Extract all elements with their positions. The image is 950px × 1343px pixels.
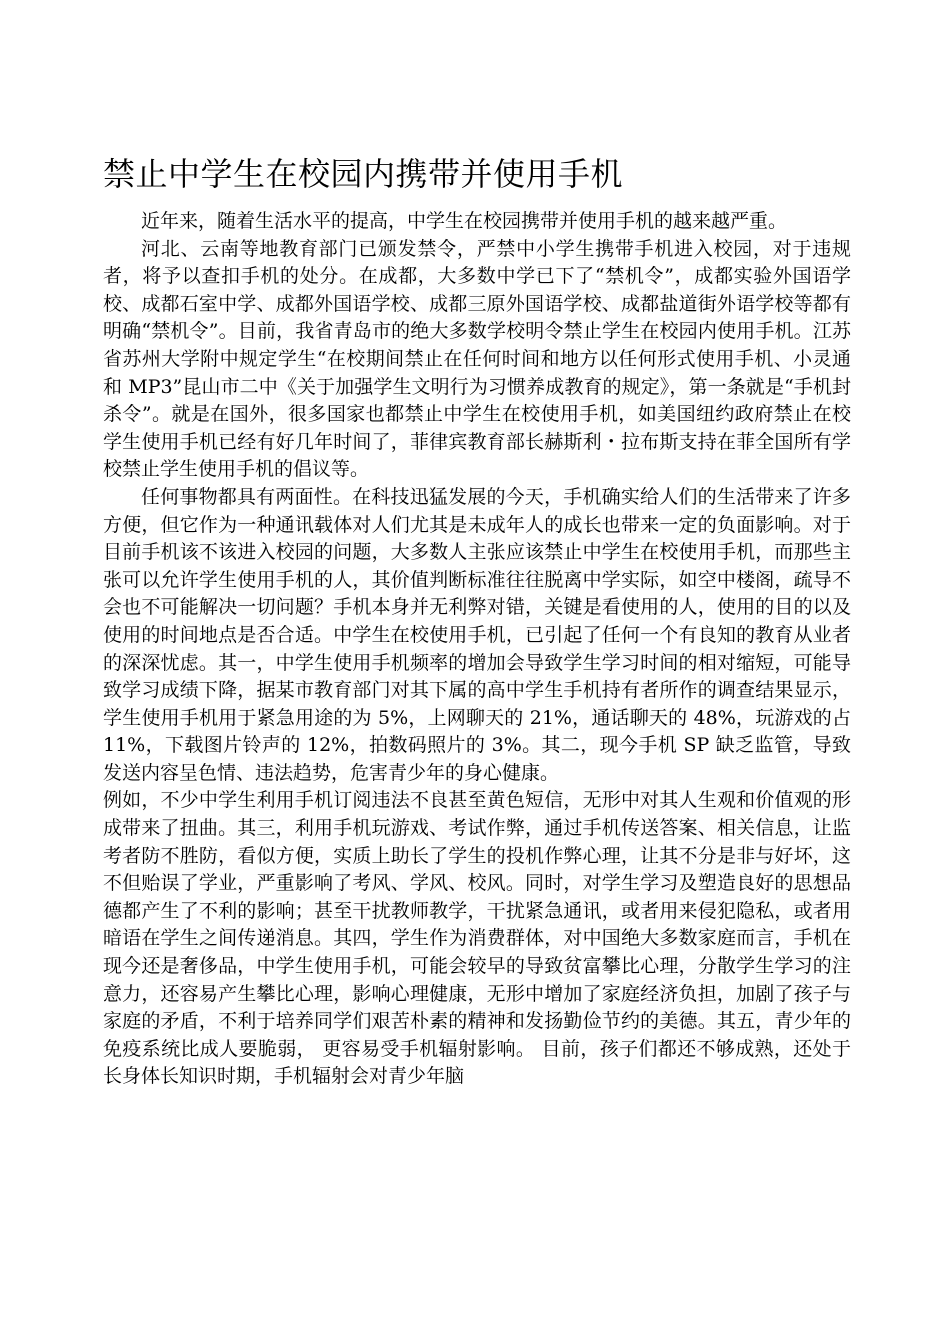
paragraph-intro: 近年来，随着生活水平的提高，中学生在校园携带并使用手机的越来越严重。 [141,210,788,232]
document-title: 禁止中学生在校园内携带并使用手机 [103,155,624,193]
document-body [103,208,851,1091]
paragraph-continued: 例如，不少中学生利用手机订阅违法不良甚至黄色短信，无形中对其人生观和价值观的形成带来了扭曲。其三，利用手机玩游戏、考试作弊，通过手机传送答案、相关信息，让监考者防不胜防，看似方便，实质上助长了学生的投机作弊心理，让其不分是非与好坏，这不但贻误了学业，严重影响了考风、学风、校风。同时，对学生学习及塑造良好的思想品德都产生了不利的影响；甚至干扰教师教学，干扰紧急通讯，或者用来侵犯隐私，或者用暗语在学生之间传递消息。其四，学生作为消费群体，对中国绝大多数家庭而言，手机在现今还是奢侈品，中学生使用手机，可能会较早的导致贫富攀比心理，分散学生学习的注意力，还容易产生攀比心理，影响心理健康，无形中增加了家庭经济负担，加剧了孩子与家庭的矛盾，不利于培养同学们艰苦朴素的精神和发扬勤俭节约的美德。其五，青少年的免疫系统比成人要脆弱， 更容易受手机辐射影响。 目前，孩子们都还不够成熟，还处于长身体长知识时期，手机辐射会对青少年脑 [103,789,851,1088]
paragraph-bans: 河北、云南等地教育部门已颁发禁令，严禁中小学生携带手机进入校园，对于违规者，将予以查扣手机的处分。在成都，大多数中学已下了“禁机令”，成都实验外国语学校、成都石室中学、成都外国语学校、成都三原外国语学校、成都盐道街外语学校等都有明确“禁机令”。目前，我省青岛市的绝大多数学校明令禁止学生在校园内使用手机。江苏省苏州大学附中规定学生“在校期间禁止在任何时间和地方以任何形式使用手机、小灵通和 MP3”昆山市二中《关于加强学生文明行为习惯养成教育的规定》，第一条就是“手机封杀令”。就是在国外，很多国家也都禁止中学生在校使用手机，如美国纽约政府禁止在校学生使用手机已经有好几年时间了，菲律宾教育部长赫斯利・拉布斯支持在菲全国所有学校禁止学生使用手机的倡议等。 [103,237,851,481]
paragraph-two-sides: 任何事物都具有两面性。在科技迅猛发展的今天，手机确实给人们的生活带来了许多方便，但它作为一种通讯载体对人们尤其是未成年人的成长也带来一定的负面影响。对于目前手机该不该进入校园的问题，大多数人主张应该禁止中学生在校使用手机，而那些主张可以允许学生使用手机的人，其价值判断标准往往脱离中学实际，如空中楼阁，疏导不会也不可能解决一切问题？手机本身并无利弊对错，关键是看使用的人，使用的目的以及使用的时间地点是否合适。中学生在校使用手机，已引起了任何一个有良知的教育从业者的深深忧虑。其一，中学生使用手机频率的增加会导致学生学习时间的相对缩短，可能导致学习成绩下降，据某市教育部门对其下属的高中学生手机持有者所作的调查结果显示，学生使用手机用于紧急用途的为 5%，上网聊天的 21%，通话聊天的 48%，玩游戏的占 11%，下载图片铃声的 12%，拍数码照片的 3%。其二，现今手机 SP 缺乏监管，导致发送内容呈色情、违法趋势，危害青少年的身心健康。 [103,485,851,784]
